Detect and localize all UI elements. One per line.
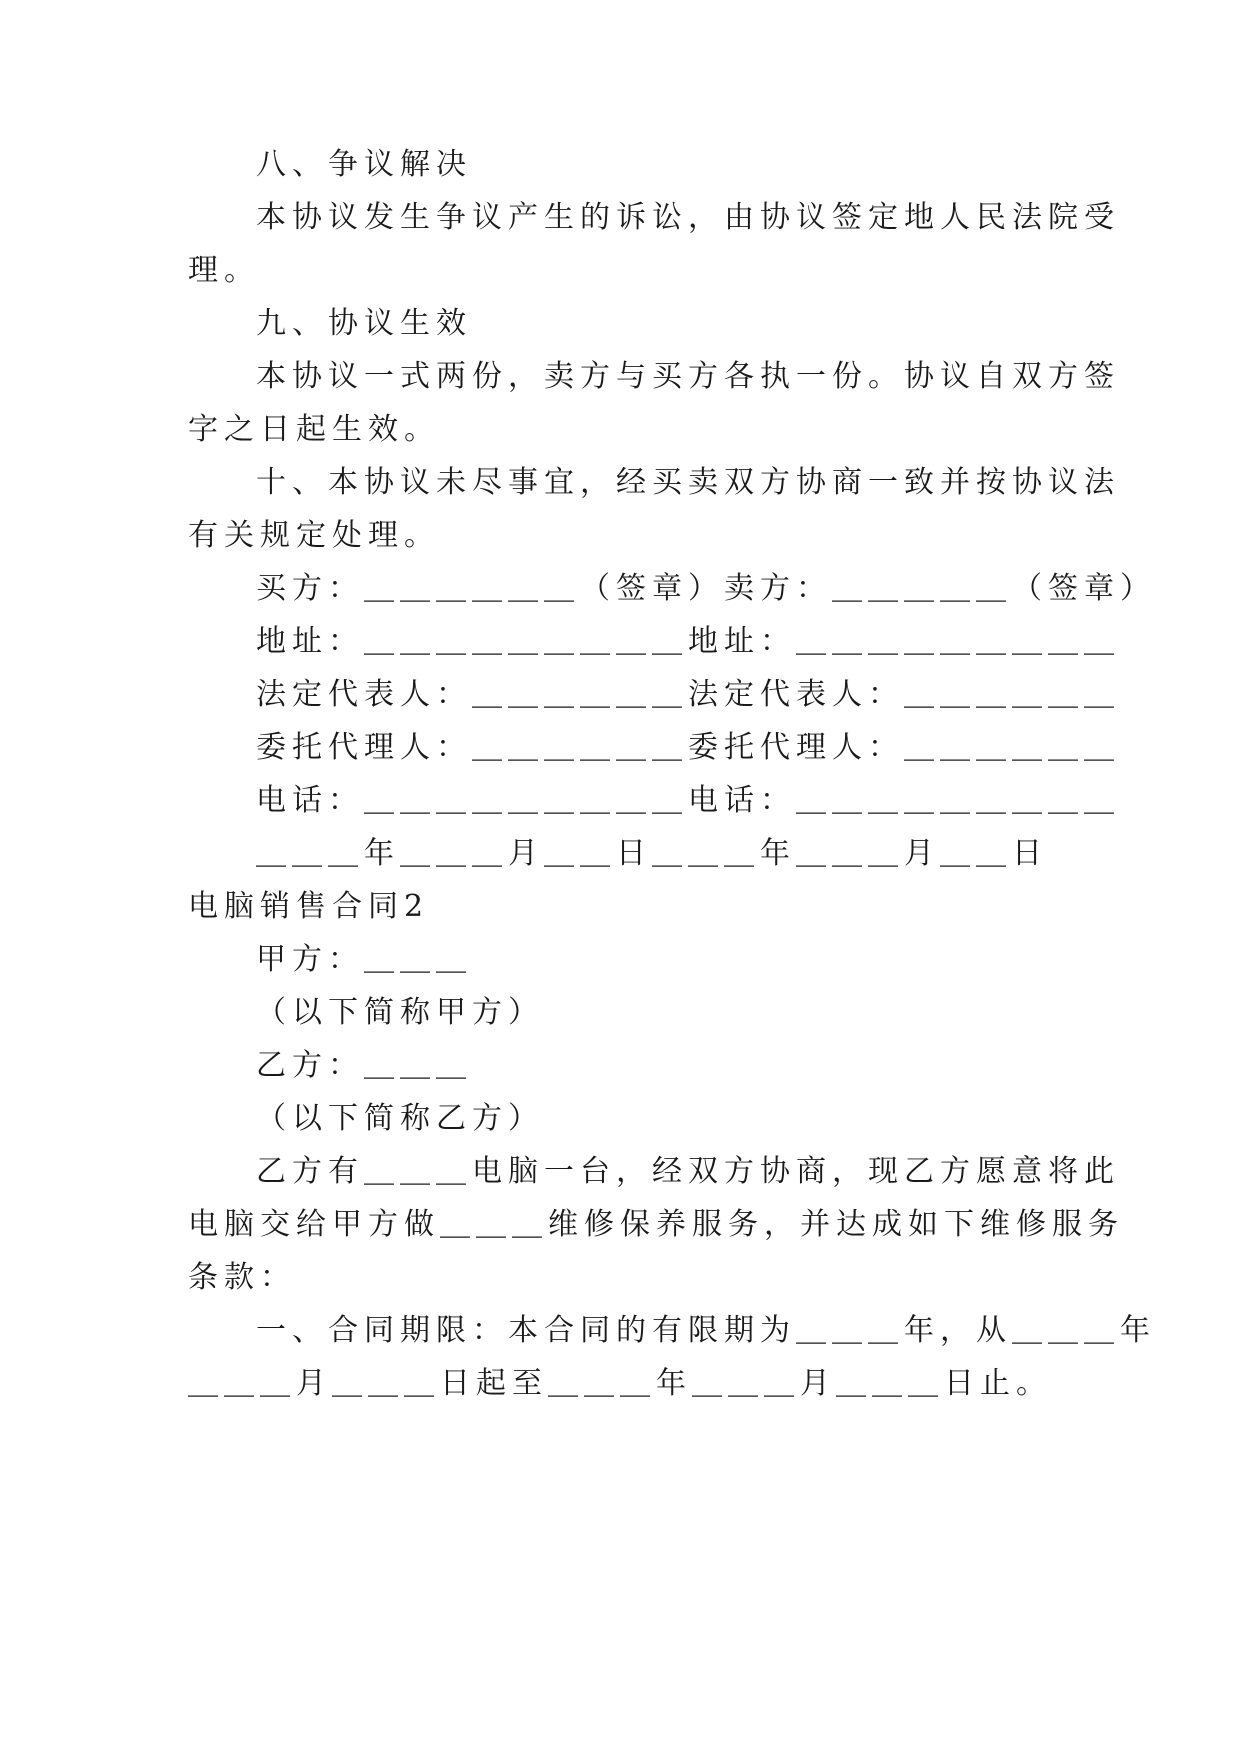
section10-line1: 十、本协议未尽事宜，经买卖双方协商一致并按协议法 (256, 465, 1120, 500)
contract2-party-a: 甲方：＿＿＿ (256, 942, 472, 977)
contract2-party-b: 乙方：＿＿＿ (256, 1048, 472, 1083)
contract2-party-a-note: （以下简称甲方） (256, 995, 544, 1030)
contract2-title: 电脑销售合同2 (188, 889, 430, 924)
contract2-intro-line3: 条款： (188, 1260, 296, 1295)
signature-agent: 委托代理人：＿＿＿＿＿＿委托代理人：＿＿＿＿＿＿ (256, 730, 1120, 765)
section8-body-line2: 理。 (188, 253, 260, 288)
signature-address: 地址：＿＿＿＿＿＿＿＿＿地址：＿＿＿＿＿＿＿＿＿ (256, 624, 1120, 659)
section9-body-line1: 本协议一式两份，卖方与买方各执一份。协议自双方签 (256, 359, 1120, 394)
contract2-intro-line2: 电脑交给甲方做＿＿＿维修保养服务，并达成如下维修服务 (188, 1207, 1124, 1242)
signature-buyer-seller: 买方：＿＿＿＿＿＿（签章）卖方：＿＿＿＿＿（签章） (256, 571, 1156, 606)
contract2-term-line1: 一、合同期限：本合同的有限期为＿＿＿年，从＿＿＿年 (256, 1313, 1156, 1348)
signature-legal-rep: 法定代表人：＿＿＿＿＿＿法定代表人：＿＿＿＿＿＿ (256, 677, 1120, 712)
contract2-party-b-note: （以下简称乙方） (256, 1101, 544, 1136)
signature-date: ＿＿＿年＿＿＿月＿＿日＿＿＿年＿＿＿月＿＿日 (256, 836, 1048, 871)
contract2-term-line2: ＿＿＿月＿＿＿日起至＿＿＿年＿＿＿月＿＿＿日止。 (188, 1366, 1052, 1401)
section10-line2: 有关规定处理。 (188, 518, 440, 553)
signature-phone: 电话：＿＿＿＿＿＿＿＿＿电话：＿＿＿＿＿＿＿＿＿ (256, 783, 1120, 818)
contract2-intro-line1: 乙方有＿＿＿电脑一台，经双方协商，现乙方愿意将此 (256, 1154, 1120, 1189)
section9-heading: 九、协议生效 (256, 306, 472, 341)
section9-body-line2: 字之日起生效。 (188, 412, 440, 447)
section8-body-line1: 本协议发生争议产生的诉讼，由协议签定地人民法院受 (256, 200, 1120, 235)
section8-heading: 八、争议解决 (256, 147, 472, 182)
